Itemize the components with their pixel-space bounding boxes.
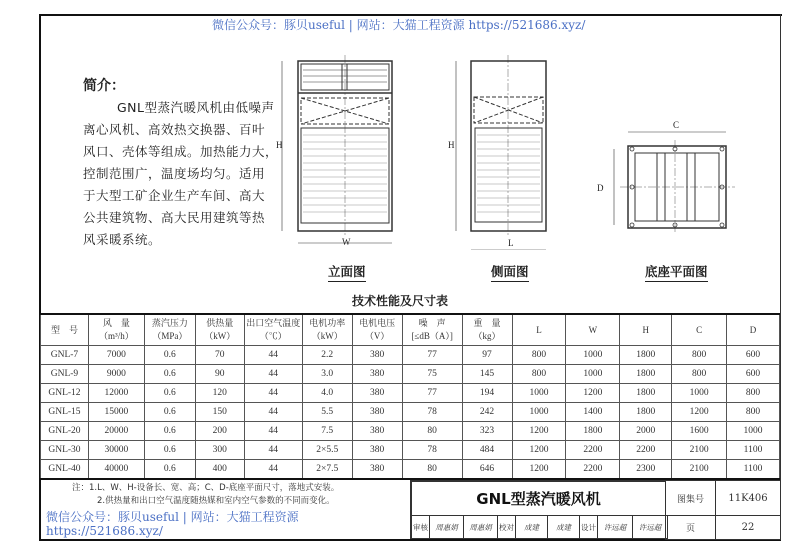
table-cell: 1100 — [727, 441, 780, 460]
table-cell: 380 — [352, 346, 402, 365]
table-cell: 20000 — [88, 422, 144, 441]
table-cell: 4.0 — [302, 384, 352, 403]
column-header-unit: （kg） — [473, 331, 501, 341]
table-cell: 0.6 — [144, 365, 195, 384]
table-cell: GNL-40 — [41, 460, 89, 480]
watermark-top: 微信公众号：豚贝useful | 网站：大猫工程资源 https://521686.xyz/ — [212, 18, 586, 32]
table-cell: 1200 — [672, 403, 727, 422]
column-header-label: 供热量 — [206, 318, 234, 328]
table-cell: 380 — [352, 460, 402, 480]
table-cell: 9000 — [88, 365, 144, 384]
intro-line: 公共建筑物、高大民用建筑等热 — [83, 210, 266, 225]
table-cell: 1800 — [566, 422, 620, 441]
column-header-unit: （m³/h） — [99, 331, 134, 341]
table-cell: 1000 — [512, 384, 566, 403]
table-cell: 0.6 — [144, 346, 195, 365]
table-cell: 380 — [352, 441, 402, 460]
table-cell: 7000 — [88, 346, 144, 365]
column-header-label: C — [696, 324, 703, 335]
table-cell: 2200 — [566, 460, 620, 480]
table-cell: 0.6 — [144, 460, 195, 480]
technical-drawings — [260, 40, 740, 250]
table-cell: 200 — [195, 422, 244, 441]
table-cell: 800 — [727, 403, 780, 422]
column-header-label: 重 量 — [473, 318, 501, 328]
table-cell: 7.5 — [302, 422, 352, 441]
column-header-label: 蒸汽压力 — [151, 318, 188, 328]
table-cell: 77 — [402, 384, 462, 403]
side-view-caption: 侧面图 — [491, 262, 529, 282]
table-cell: 2100 — [672, 460, 727, 480]
table-cell: 2100 — [672, 441, 727, 460]
column-header-label: 噪 声 — [418, 318, 446, 328]
table-cell: 5.5 — [302, 403, 352, 422]
column-header-label: 出口空气温度 — [246, 318, 301, 328]
table-cell: 2×7.5 — [302, 460, 352, 480]
table-cell: 44 — [244, 384, 302, 403]
column-header-unit: （MPa） — [152, 331, 188, 341]
signature-name: 成建 — [548, 515, 580, 539]
column-header — [195, 314, 244, 346]
page-label: 页 — [665, 515, 716, 540]
table-cell: 2200 — [620, 441, 672, 460]
table-cell: 380 — [352, 422, 402, 441]
table-cell: 44 — [244, 403, 302, 422]
atlas-number: 11K406 — [715, 480, 781, 516]
table-row — [41, 346, 780, 365]
column-header — [462, 314, 512, 346]
side-height-label: H — [448, 140, 455, 150]
table-cell: 0.6 — [144, 403, 195, 422]
note-1: 注：1.L、W、H-设备长、宽、高；C、D-底座平面尺寸，落地式安装。 — [72, 483, 340, 493]
intro-line: 风采暖系统。 — [83, 232, 162, 247]
table-cell: 44 — [244, 422, 302, 441]
table-cell: 0.6 — [144, 441, 195, 460]
table-cell: 1800 — [620, 346, 672, 365]
column-header-label: L — [536, 324, 542, 335]
front-elevation-drawing — [282, 55, 392, 243]
column-header-unit: （V） — [364, 331, 390, 341]
table-cell: 44 — [244, 346, 302, 365]
column-header-label: 型 号 — [50, 324, 78, 335]
signature-name: 周惠娟 — [430, 515, 464, 539]
table-row — [41, 365, 780, 384]
column-header-label: H — [642, 324, 649, 335]
table-cell: GNL-9 — [41, 365, 89, 384]
spec-table — [40, 313, 780, 480]
table-cell: 800 — [727, 384, 780, 403]
atlas-number-label: 图集号 — [665, 480, 716, 516]
page-border-right — [780, 14, 781, 540]
table-cell: 800 — [512, 365, 566, 384]
column-header — [352, 314, 402, 346]
table-cell: GNL-7 — [41, 346, 89, 365]
table-cell: 380 — [352, 365, 402, 384]
table-cell: 80 — [402, 422, 462, 441]
table-cell: 2200 — [566, 441, 620, 460]
table-cell: 380 — [352, 403, 402, 422]
table-cell: 800 — [672, 365, 727, 384]
table-cell: 70 — [195, 346, 244, 365]
table-cell: 3.0 — [302, 365, 352, 384]
table-cell: 77 — [402, 346, 462, 365]
column-header — [144, 314, 195, 346]
column-header — [244, 314, 302, 346]
table-row — [41, 422, 780, 441]
table-cell: 1200 — [512, 460, 566, 480]
table-cell: 380 — [352, 384, 402, 403]
intro-line: 风口、壳体等组成。加热能力大， — [83, 144, 279, 159]
table-cell: 145 — [462, 365, 512, 384]
front-height-label: H — [276, 140, 283, 150]
table-cell: GNL-30 — [41, 441, 89, 460]
column-header-label: W — [588, 324, 598, 335]
column-header-unit: （kW） — [204, 331, 236, 341]
table-cell: 484 — [462, 441, 512, 460]
table-cell: 400 — [195, 460, 244, 480]
table-cell: 1800 — [620, 365, 672, 384]
signature-role-label: 审核 — [412, 515, 430, 539]
column-header — [727, 314, 780, 346]
front-width-label: W — [342, 237, 351, 247]
table-cell: 1600 — [672, 422, 727, 441]
page-number: 22 — [715, 515, 781, 540]
table-cell: 2300 — [620, 460, 672, 480]
table-header-row — [41, 314, 780, 346]
column-header-unit: （kW） — [311, 331, 343, 341]
table-cell: 800 — [672, 346, 727, 365]
column-header — [41, 314, 89, 346]
column-header — [672, 314, 727, 346]
table-cell: 44 — [244, 365, 302, 384]
column-header-unit: [≤dB（A）] — [411, 331, 453, 341]
table-cell: GNL-12 — [41, 384, 89, 403]
table-cell: 1000 — [672, 384, 727, 403]
intro-line: 离心风机、高效热交换器、百叶 — [83, 122, 266, 137]
table-cell: 1200 — [512, 422, 566, 441]
table-cell: 1100 — [727, 460, 780, 480]
table-cell: 78 — [402, 403, 462, 422]
signature-role-label: 校对 — [498, 515, 516, 539]
table-row — [41, 403, 780, 422]
side-elevation-drawing — [456, 55, 546, 250]
intro-line: GNL型蒸汽暖风机由低噪声 — [117, 100, 275, 115]
table-cell: 2000 — [620, 422, 672, 441]
watermark-bottom: 微信公众号：豚贝useful | 网站：大猫工程资源 https://521686.xyz/ — [46, 510, 299, 538]
table-cell: 1800 — [620, 384, 672, 403]
drawing-title: GNL型蒸汽暖风机 — [410, 480, 666, 516]
table-cell: 80 — [402, 460, 462, 480]
table-cell: 75 — [402, 365, 462, 384]
table-cell: 12000 — [88, 384, 144, 403]
table-cell: 600 — [727, 346, 780, 365]
table-row — [41, 460, 780, 480]
side-width-label: L — [508, 238, 514, 248]
table-cell: 323 — [462, 422, 512, 441]
note-2: 2.供热量和出口空气温度随热媒和室内空气参数的不同而变化。 — [97, 496, 335, 506]
table-cell: 646 — [462, 460, 512, 480]
table-cell: 1400 — [566, 403, 620, 422]
intro-line: 控制范围广，温度场均匀。适用 — [83, 166, 266, 181]
column-header-label: 风 量 — [102, 318, 130, 328]
table-cell: GNL-20 — [41, 422, 89, 441]
table-cell: 0.6 — [144, 384, 195, 403]
table-cell: GNL-15 — [41, 403, 89, 422]
table-cell: 300 — [195, 441, 244, 460]
table-cell: 97 — [462, 346, 512, 365]
column-header — [512, 314, 566, 346]
signature-name: 周惠娟 — [464, 515, 498, 539]
table-cell: 78 — [402, 441, 462, 460]
column-header-label: D — [749, 324, 757, 335]
base-plan-caption: 底座平面图 — [645, 262, 708, 282]
table-cell: 800 — [512, 346, 566, 365]
column-header — [566, 314, 620, 346]
table-cell: 15000 — [88, 403, 144, 422]
base-depth-label: D — [597, 183, 604, 193]
table-cell: 44 — [244, 460, 302, 480]
signature-name: 许远超 — [598, 515, 633, 539]
table-cell: 90 — [195, 365, 244, 384]
signature-name: 许远超 — [633, 515, 668, 539]
column-header-unit: （℃） — [259, 331, 287, 341]
table-cell: 1000 — [566, 365, 620, 384]
base-width-label: C — [673, 120, 680, 130]
column-header-label: 电机电压 — [359, 318, 396, 328]
table-cell: 1200 — [566, 384, 620, 403]
table-cell: 2×5.5 — [302, 441, 352, 460]
table-cell: 194 — [462, 384, 512, 403]
table-cell: 1800 — [620, 403, 672, 422]
column-header — [620, 314, 672, 346]
table-row — [41, 384, 780, 403]
signature-name: 成建 — [516, 515, 548, 539]
table-cell: 0.6 — [144, 422, 195, 441]
intro-line: 于大型工矿企业生产车间、高大 — [83, 188, 266, 203]
signature-row — [410, 515, 668, 539]
table-row — [41, 441, 780, 460]
intro-title: 简介： — [83, 78, 125, 94]
signature-role-label: 设计 — [580, 515, 598, 539]
table-cell: 242 — [462, 403, 512, 422]
table-cell: 600 — [727, 365, 780, 384]
table-cell: 1000 — [566, 346, 620, 365]
table-cell: 44 — [244, 441, 302, 460]
column-header — [302, 314, 352, 346]
column-header — [88, 314, 144, 346]
front-view-caption: 立面图 — [328, 262, 366, 282]
table-cell: 1000 — [727, 422, 780, 441]
table-cell: 40000 — [88, 460, 144, 480]
table-cell: 2.2 — [302, 346, 352, 365]
table-cell: 120 — [195, 384, 244, 403]
table-cell: 30000 — [88, 441, 144, 460]
column-header-label: 电机功率 — [309, 318, 346, 328]
table-cell: 150 — [195, 403, 244, 422]
table-cell: 1200 — [512, 441, 566, 460]
table-cell: 1000 — [512, 403, 566, 422]
base-plan-drawing — [614, 132, 735, 232]
column-header — [402, 314, 462, 346]
table-title: 技术性能及尺寸表 — [352, 294, 449, 308]
